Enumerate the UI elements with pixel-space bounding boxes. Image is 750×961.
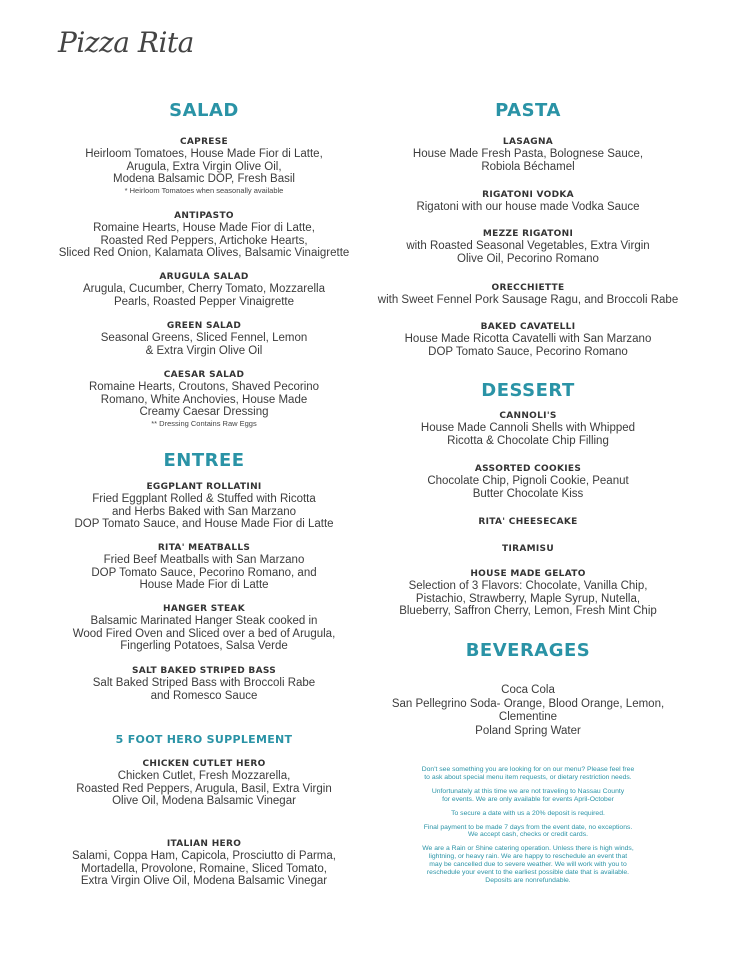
item-desc: & Extra Virgin Olive Oil xyxy=(145,344,263,357)
item-desc: Selection of 3 Flavors: Chocolate, Vanilla Chip, xyxy=(408,580,648,592)
menu-item-cannolis xyxy=(373,410,683,447)
info-line: We are a Rain or Shine catering operation. Unless there is high winds, xyxy=(422,845,634,853)
info-line: Unfortunately at this time we are not traveling to Nassau County xyxy=(431,787,625,795)
item-desc: DOP Tomato Sauce, Pecorino Romano xyxy=(428,345,628,358)
item-name: EGGPLANT ROLLATINI xyxy=(146,482,262,492)
salad-section xyxy=(50,100,358,122)
entree-heading: ENTREE xyxy=(163,450,245,471)
item-name: ASSORTED COOKIES xyxy=(474,464,582,474)
info-line: lightning, or heavy rain. We are happy to reschedule an event that xyxy=(428,853,628,861)
hero-heading: 5 FOOT HERO SUPPLEMENT xyxy=(115,733,293,746)
info-line: Deposits are nonrefundable. xyxy=(485,876,571,884)
item-desc: DOP Tomato Sauce, Pecorino Romano, and xyxy=(91,566,317,579)
item-name: ARUGULA SALAD xyxy=(159,272,249,282)
info-line: We accept cash, checks or credit cards. xyxy=(467,831,588,839)
item-desc: House Made Fior di Latte xyxy=(139,579,269,592)
item-desc: House Made Ricotta Cavatelli with San Marzano xyxy=(404,333,652,345)
item-name: ORECCHIETTE xyxy=(491,283,565,293)
info-block-payment xyxy=(373,824,683,840)
item-desc: Fried Eggplant Rolled & Stuffed with Ricotta xyxy=(92,493,316,505)
item-desc: Mortadella, Provolone, Romaine, Sliced Tomato, xyxy=(81,862,327,875)
item-desc: Roasted Red Peppers, Artichoke Hearts, xyxy=(100,234,308,247)
item-desc: Chocolate Chip, Pignoli Cookie, Peanut xyxy=(427,475,629,487)
item-desc: Romaine Hearts, House Made Fior di Latte, xyxy=(93,222,315,234)
menu-item-assorted-cookies xyxy=(373,463,683,500)
entree-section xyxy=(50,450,358,472)
info-block-travel xyxy=(373,788,683,804)
item-desc: Modena Balsamic DOP, Fresh Basil xyxy=(113,173,295,186)
item-desc: Heirloom Tomatoes, House Made Fior di Latte, xyxy=(85,148,323,160)
item-name: ANTIPASTO xyxy=(174,211,234,221)
item-desc: Seasonal Greens, Sliced Fennel, Lemon xyxy=(100,332,308,344)
beverages-heading: BEVERAGES xyxy=(465,640,591,661)
item-name: HOUSE MADE GELATO xyxy=(470,569,586,579)
item-name: MEZZE RIGATONI xyxy=(482,229,574,239)
hero-section xyxy=(50,733,358,747)
menu-item-house-made-gelato xyxy=(373,568,683,618)
info-line: reschedule your event to the earliest possible date that is available. xyxy=(426,869,630,877)
item-name: BAKED CAVATELLI xyxy=(480,322,576,332)
item-desc: Ricotta & Chocolate Chip Filling xyxy=(447,434,609,447)
item-desc: Romano, White Anchovies, House Made xyxy=(100,393,308,406)
beverage-line: San Pellegrino Soda- Orange, Blood Orange, Lemon, xyxy=(391,697,665,710)
menu-item-rigatoni-vodka xyxy=(373,189,683,214)
dessert-section xyxy=(373,380,683,402)
item-desc: Pistachio, Strawberry, Maple Syrup, Nutella, xyxy=(415,592,641,605)
item-desc: Extra Virgin Olive Oil, Modena Balsamic Vinegar xyxy=(80,875,328,888)
item-desc: Creamy Caesar Dressing xyxy=(139,406,269,419)
item-name: CAPRESE xyxy=(180,137,228,147)
item-desc: Sliced Red Onion, Kalamata Olives, Balsamic Vinaigrette xyxy=(58,247,350,260)
info-line: may be cancelled due to severe weather. We will work with you to xyxy=(429,861,627,869)
menu-item-salt-baked-striped-bass xyxy=(50,665,358,702)
item-desc: Roasted Red Peppers, Arugula, Basil, Extra Virgin xyxy=(76,782,332,795)
menu-item-arugula-salad xyxy=(50,271,358,308)
info-block-deposit xyxy=(373,810,683,818)
item-desc: Pearls, Roasted Pepper Vinaigrette xyxy=(113,295,295,308)
item-name: GREEN SALAD xyxy=(166,321,242,331)
item-desc: Butter Chocolate Kiss xyxy=(472,487,584,500)
dessert-heading: DESSERT xyxy=(481,380,575,401)
info-notes xyxy=(373,766,683,885)
menu-item-antipasto xyxy=(50,210,358,260)
item-desc: Salami, Coppa Ham, Capicola, Prosciutto di Parma, xyxy=(72,850,336,862)
beverage-line: Coca Cola xyxy=(501,684,555,696)
pasta-section xyxy=(373,100,683,122)
info-block-weather xyxy=(373,845,683,885)
salad-heading: SALAD xyxy=(169,100,239,121)
menu-item-rita-cheesecake xyxy=(373,516,683,528)
item-name: RITA' CHEESECAKE xyxy=(478,517,578,527)
pasta-heading: PASTA xyxy=(495,100,561,121)
beverages-list xyxy=(373,684,683,738)
item-desc: DOP Tomato Sauce, and House Made Fior di Latte xyxy=(74,518,334,531)
item-desc: Blueberry, Saffron Cherry, Lemon, Fresh Mint Chip xyxy=(399,605,657,618)
item-name: CAESAR SALAD xyxy=(163,370,245,380)
menu-item-italian-hero xyxy=(50,838,358,888)
menu-item-caesar-salad xyxy=(50,369,358,429)
item-desc: Olive Oil, Modena Balsamic Vinegar xyxy=(112,795,296,808)
item-name: RIGATONI VODKA xyxy=(482,190,574,200)
item-name: SALT BAKED STRIPED BASS xyxy=(131,666,277,676)
item-desc: Fingerling Potatoes, Salsa Verde xyxy=(120,640,288,653)
item-desc: Salt Baked Striped Bass with Broccoli Rabe xyxy=(92,677,316,689)
item-desc: Arugula, Cucumber, Cherry Tomato, Mozzarella xyxy=(82,283,326,295)
item-desc: House Made Fresh Pasta, Bolognese Sauce, xyxy=(412,148,644,160)
menu-item-hanger-steak xyxy=(50,603,358,653)
item-name: LASAGNA xyxy=(502,137,554,147)
item-name: ITALIAN HERO xyxy=(166,839,242,849)
menu-item-tiramisu xyxy=(373,543,683,555)
pizza-rita-logo: Pizza Rita xyxy=(58,26,194,59)
item-name: HANGER STEAK xyxy=(163,604,245,614)
item-name: CANNOLI'S xyxy=(499,411,557,421)
item-desc: and Romesco Sauce xyxy=(150,689,258,702)
info-block-requests xyxy=(373,766,683,782)
menu-item-chicken-cutlet-hero xyxy=(50,758,358,808)
item-desc: and Herbs Baked with San Marzano xyxy=(111,505,297,518)
info-line: To secure a date with us a 20% deposit is required. xyxy=(451,809,605,817)
beverages-section xyxy=(373,640,683,662)
item-desc: Arugula, Extra Virgin Olive Oil, xyxy=(126,160,282,173)
item-name: RITA' MEATBALLS xyxy=(157,543,251,553)
item-note: ** Dressing Contains Raw Eggs xyxy=(151,419,257,429)
item-desc: with Sweet Fennel Pork Sausage Ragu, and Broccoli Rabe xyxy=(377,294,679,306)
menu-item-caprese xyxy=(50,136,358,196)
item-desc: Chicken Cutlet, Fresh Mozzarella, xyxy=(117,770,291,782)
item-desc: with Roasted Seasonal Vegetables, Extra Virgin xyxy=(406,240,650,252)
item-desc: Olive Oil, Pecorino Romano xyxy=(457,252,599,265)
menu-item-green-salad xyxy=(50,320,358,357)
menu-item-orecchiette xyxy=(373,282,683,307)
item-name: TIRAMISU xyxy=(502,544,554,554)
beverage-line: Poland Spring Water xyxy=(475,724,581,737)
item-desc: Balsamic Marinated Hanger Steak cooked in xyxy=(90,615,318,627)
item-name: CHICKEN CUTLET HERO xyxy=(142,759,266,769)
info-line: for events. We are only available for events April-October xyxy=(442,795,614,803)
item-desc: House Made Cannoli Shells with Whipped xyxy=(420,422,636,434)
item-desc: Fried Beef Meatballs with San Marzano xyxy=(103,554,305,566)
beverage-line: Clementine xyxy=(498,711,558,723)
menu-item-rita-meatballs xyxy=(50,542,358,592)
item-desc: Robiola Béchamel xyxy=(481,160,575,173)
item-desc: Wood Fired Oven and Sliced over a bed of Arugula, xyxy=(72,627,336,640)
menu-item-mezze-rigatoni xyxy=(373,228,683,265)
info-line: Don't see something you are looking for on our menu? Please feel free xyxy=(421,766,635,773)
item-desc: Romaine Hearts, Croutons, Shaved Pecorino xyxy=(88,381,320,393)
item-note: * Heirloom Tomatoes when seasonally available xyxy=(124,186,284,196)
menu-item-eggplant-rollatini xyxy=(50,481,358,531)
item-desc: Rigatoni with our house made Vodka Sauce xyxy=(416,201,640,213)
info-line: Final payment to be made 7 days from the event date, no exceptions. xyxy=(423,823,633,831)
menu-item-baked-cavatelli xyxy=(373,321,683,358)
menu-item-lasagna xyxy=(373,136,683,173)
info-line: to ask about special menu item requests, or dietary restriction needs. xyxy=(424,773,632,781)
